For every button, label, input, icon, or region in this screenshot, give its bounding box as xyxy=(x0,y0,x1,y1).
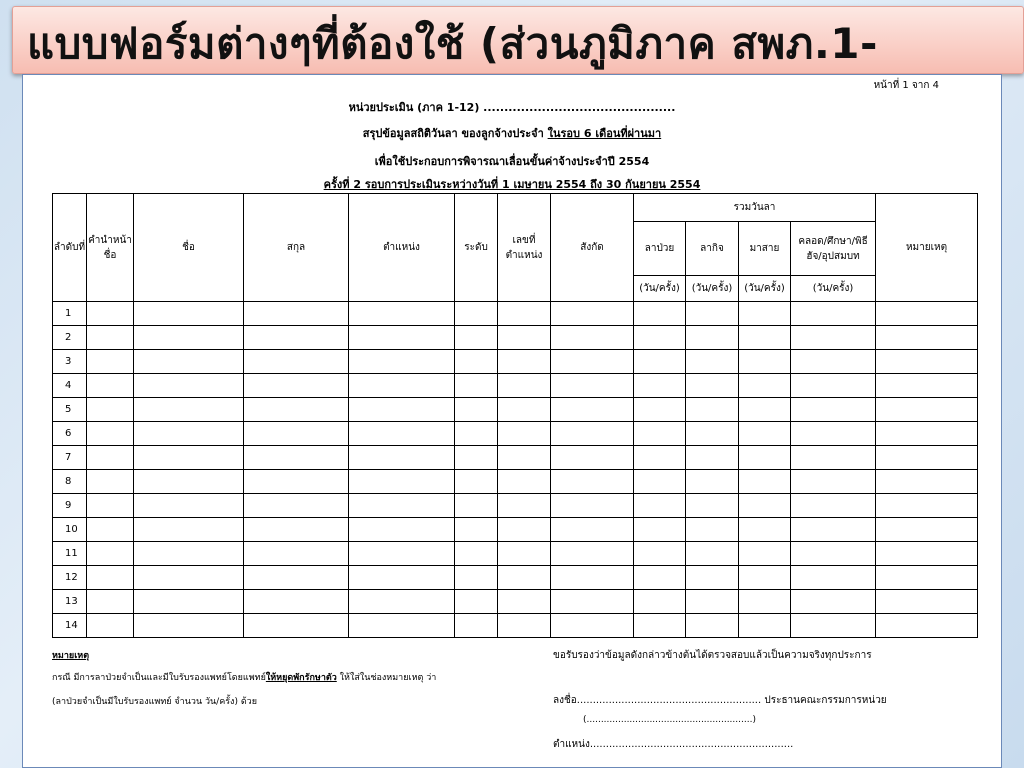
table-cell xyxy=(551,326,634,350)
table-cell xyxy=(634,470,686,494)
table-cell xyxy=(244,302,349,326)
table-cell xyxy=(686,566,739,590)
table-cell xyxy=(686,446,739,470)
table-cell xyxy=(349,470,455,494)
table-cell xyxy=(876,494,978,518)
slide-title-banner xyxy=(12,6,1024,74)
table-cell xyxy=(455,422,498,446)
header-summary-text: สรุปข้อมูลสถิติวันลา ของลูกจ้างประจำ xyxy=(362,127,548,140)
table-cell xyxy=(134,398,244,422)
table-cell xyxy=(498,470,551,494)
table-cell xyxy=(686,494,739,518)
table-cell xyxy=(739,494,791,518)
col-prefix: คำนำหน้าชื่อ xyxy=(87,194,134,302)
table-cell xyxy=(87,446,134,470)
table-cell xyxy=(134,542,244,566)
table-cell xyxy=(876,518,978,542)
table-cell xyxy=(134,566,244,590)
table-cell xyxy=(244,494,349,518)
table-cell xyxy=(634,350,686,374)
signature-position-line: ตำแหน่ง................................................................ xyxy=(553,739,794,750)
table-cell xyxy=(455,590,498,614)
table-cell xyxy=(349,350,455,374)
table-cell xyxy=(349,614,455,638)
table-cell xyxy=(498,566,551,590)
row-number: 14 xyxy=(53,614,87,638)
table-cell xyxy=(791,590,876,614)
table-cell xyxy=(87,350,134,374)
table-cell xyxy=(244,590,349,614)
table-cell xyxy=(634,374,686,398)
table-cell xyxy=(686,422,739,446)
table-cell xyxy=(134,614,244,638)
table-cell xyxy=(791,326,876,350)
table-cell xyxy=(134,374,244,398)
certification-text: ขอรับรองว่าข้อมูลดังกล่าวข้างต้นได้ตรวจสอบแล้วเป็นความจริงทุกประการ xyxy=(553,650,872,661)
table-cell xyxy=(87,614,134,638)
table-cell xyxy=(498,590,551,614)
table-cell xyxy=(244,566,349,590)
table-row xyxy=(53,614,978,638)
remark-line-1-c: ให้ใส่ในช่องหมายเหตุ ว่า xyxy=(336,673,437,683)
table-cell xyxy=(244,542,349,566)
table-cell xyxy=(739,446,791,470)
table-cell xyxy=(244,350,349,374)
table-cell xyxy=(349,302,455,326)
table-cell xyxy=(498,542,551,566)
signature-name-line: (..........................................................) xyxy=(583,715,756,725)
table-cell xyxy=(686,470,739,494)
unit-late: (วัน/ครั้ง) xyxy=(739,276,791,302)
table-cell xyxy=(551,398,634,422)
form-document xyxy=(22,74,1002,768)
row-number: 13 xyxy=(53,590,87,614)
table-cell xyxy=(455,350,498,374)
table-cell xyxy=(87,542,134,566)
col-other-leave: คลอด/ศึกษา/พิธีฮัจ/อุปสมบท xyxy=(791,222,876,276)
table-cell xyxy=(791,302,876,326)
table-cell xyxy=(739,566,791,590)
table-cell xyxy=(498,302,551,326)
table-cell xyxy=(455,398,498,422)
col-seq: ลำดับที่ xyxy=(53,194,87,302)
table-cell xyxy=(498,326,551,350)
table-cell xyxy=(87,566,134,590)
table-cell xyxy=(791,566,876,590)
table-cell xyxy=(244,422,349,446)
table-cell xyxy=(791,350,876,374)
remark-title: หมายเหตุ xyxy=(52,651,90,661)
header-round: ครั้งที่ 2 รอบการประเมินระหว่างวันที่ 1 เมษายน 2554 ถึง 30 กันยายน 2554 xyxy=(323,178,701,191)
table-cell xyxy=(134,326,244,350)
remark-line-1-b: ให้หยุดพักรักษาตัว xyxy=(265,673,337,683)
remark-line-2: (ลาป่วยจำเป็นมีใบรับรองแพทย์ จำนวน วัน/ครั้ง) ด้วย xyxy=(52,697,257,707)
header-evaluation-unit: หน่วยประเมิน (ภาค 1-12) .............................................. xyxy=(348,101,676,114)
table-cell xyxy=(739,326,791,350)
table-cell xyxy=(134,494,244,518)
table-cell xyxy=(739,422,791,446)
table-cell xyxy=(87,302,134,326)
table-cell xyxy=(349,542,455,566)
table-cell xyxy=(551,350,634,374)
table-cell xyxy=(876,374,978,398)
table-cell xyxy=(498,518,551,542)
header-purpose: เพื่อใช้ประกอบการพิจารณาเลื่อนขั้นค่าจ้างประจำปี 2554 xyxy=(374,155,650,168)
col-position: ตำแหน่ง xyxy=(349,194,455,302)
table-cell xyxy=(349,494,455,518)
table-row xyxy=(53,494,978,518)
table-cell xyxy=(686,326,739,350)
table-cell xyxy=(134,590,244,614)
row-number: 6 xyxy=(53,422,87,446)
table-cell xyxy=(634,566,686,590)
table-cell xyxy=(876,614,978,638)
header-summary-period: ในรอบ 6 เดือนที่ผ่านมา xyxy=(547,127,662,140)
table-cell xyxy=(791,446,876,470)
table-cell xyxy=(876,542,978,566)
table-cell xyxy=(551,566,634,590)
table-cell xyxy=(498,494,551,518)
table-cell xyxy=(634,518,686,542)
table-cell xyxy=(551,590,634,614)
table-cell xyxy=(134,470,244,494)
table-cell xyxy=(739,374,791,398)
col-surname: สกุล xyxy=(244,194,349,302)
table-row xyxy=(53,470,978,494)
table-cell xyxy=(134,422,244,446)
table-cell xyxy=(791,374,876,398)
table-cell xyxy=(876,398,978,422)
table-cell xyxy=(876,350,978,374)
row-number: 9 xyxy=(53,494,87,518)
table-cell xyxy=(634,422,686,446)
table-cell xyxy=(455,614,498,638)
table-cell xyxy=(876,446,978,470)
table-cell xyxy=(244,326,349,350)
unit-other: (วัน/ครั้ง) xyxy=(791,276,876,302)
table-cell xyxy=(686,302,739,326)
col-personal-leave: ลากิจ xyxy=(686,222,739,276)
table-cell xyxy=(876,302,978,326)
table-cell xyxy=(686,590,739,614)
table-cell xyxy=(686,614,739,638)
table-row xyxy=(53,542,978,566)
col-remarks: หมายเหตุ xyxy=(876,194,978,302)
table-cell xyxy=(455,494,498,518)
table-cell xyxy=(455,566,498,590)
table-cell xyxy=(244,374,349,398)
table-cell xyxy=(791,518,876,542)
leave-statistics-table xyxy=(52,193,978,638)
table-row xyxy=(53,422,978,446)
table-cell xyxy=(455,446,498,470)
table-cell xyxy=(498,374,551,398)
table-cell xyxy=(739,470,791,494)
table-cell xyxy=(349,422,455,446)
table-cell xyxy=(87,590,134,614)
table-cell xyxy=(87,518,134,542)
row-number: 3 xyxy=(53,350,87,374)
table-cell xyxy=(876,422,978,446)
table-cell xyxy=(739,398,791,422)
table-cell xyxy=(686,398,739,422)
table-cell xyxy=(791,470,876,494)
table-cell xyxy=(498,350,551,374)
row-number: 5 xyxy=(53,398,87,422)
table-row xyxy=(53,302,978,326)
table-row xyxy=(53,350,978,374)
signature-line: ลงชื่อ.......................................................... ประธานคณะกรรมการหน่วย xyxy=(553,695,887,706)
table-cell xyxy=(87,326,134,350)
table-cell xyxy=(87,470,134,494)
table-row xyxy=(53,326,978,350)
table-cell xyxy=(551,374,634,398)
page-number: หน้าที่ 1 จาก 4 xyxy=(873,80,939,91)
table-cell xyxy=(876,566,978,590)
table-cell xyxy=(634,590,686,614)
table-cell xyxy=(455,374,498,398)
table-cell xyxy=(551,422,634,446)
table-cell xyxy=(634,398,686,422)
table-cell xyxy=(498,614,551,638)
table-cell xyxy=(739,518,791,542)
table-cell xyxy=(791,398,876,422)
table-row xyxy=(53,398,978,422)
col-level: ระดับ xyxy=(455,194,498,302)
table-cell xyxy=(791,494,876,518)
table-cell xyxy=(498,446,551,470)
table-cell xyxy=(498,422,551,446)
table-cell xyxy=(739,542,791,566)
table-cell xyxy=(739,590,791,614)
table-cell xyxy=(455,470,498,494)
table-cell xyxy=(349,398,455,422)
table-cell xyxy=(87,398,134,422)
table-cell xyxy=(551,518,634,542)
table-cell xyxy=(134,302,244,326)
table-cell xyxy=(551,446,634,470)
table-cell xyxy=(634,326,686,350)
table-cell xyxy=(349,590,455,614)
table-row xyxy=(53,590,978,614)
table-cell xyxy=(634,542,686,566)
col-sick-leave: ลาป่วย xyxy=(634,222,686,276)
table-cell xyxy=(134,518,244,542)
table-cell xyxy=(686,542,739,566)
table-cell xyxy=(134,446,244,470)
table-cell xyxy=(349,518,455,542)
table-cell xyxy=(551,302,634,326)
table-cell xyxy=(455,518,498,542)
table-cell xyxy=(634,494,686,518)
table-cell xyxy=(791,614,876,638)
table-cell xyxy=(349,374,455,398)
table-cell xyxy=(87,422,134,446)
row-number: 4 xyxy=(53,374,87,398)
table-cell xyxy=(686,350,739,374)
row-number: 2 xyxy=(53,326,87,350)
table-cell xyxy=(244,614,349,638)
table-cell xyxy=(876,590,978,614)
table-row xyxy=(53,518,978,542)
table-cell xyxy=(87,494,134,518)
table-cell xyxy=(455,302,498,326)
table-cell xyxy=(634,302,686,326)
table-row xyxy=(53,446,978,470)
table-row xyxy=(53,566,978,590)
table-cell xyxy=(244,398,349,422)
table-cell xyxy=(739,350,791,374)
table-cell xyxy=(551,494,634,518)
table-cell xyxy=(244,470,349,494)
row-number: 8 xyxy=(53,470,87,494)
remark-line-1 xyxy=(52,670,436,684)
row-number: 7 xyxy=(53,446,87,470)
table-cell xyxy=(349,446,455,470)
table-cell xyxy=(634,614,686,638)
table-cell xyxy=(498,398,551,422)
col-name: ชื่อ xyxy=(134,194,244,302)
table-cell xyxy=(87,374,134,398)
slide-title: แบบฟอร์มต่างๆที่ต้องใช้ (ส่วนภูมิภาค สพภ.1- xyxy=(27,19,878,68)
table-cell xyxy=(876,326,978,350)
table-cell xyxy=(551,542,634,566)
table-cell xyxy=(739,302,791,326)
table-cell xyxy=(686,518,739,542)
table-row xyxy=(53,374,978,398)
row-number: 1 xyxy=(53,302,87,326)
header-summary xyxy=(23,124,1001,142)
col-leave-group: รวมวันลา xyxy=(634,194,876,222)
table-cell xyxy=(244,446,349,470)
table-cell xyxy=(551,614,634,638)
table-cell xyxy=(551,470,634,494)
row-number: 11 xyxy=(53,542,87,566)
col-affiliation: สังกัด xyxy=(551,194,634,302)
col-position-no: เลขที่ตำแหน่ง xyxy=(498,194,551,302)
unit-personal: (วัน/ครั้ง) xyxy=(686,276,739,302)
table-cell xyxy=(455,326,498,350)
table-cell xyxy=(349,566,455,590)
table-cell xyxy=(134,350,244,374)
remark-line-1-a: กรณี มีการลาป่วยจำเป็นและมีใบรับรองแพทย์โดยแพทย์ xyxy=(52,673,266,683)
row-number: 10 xyxy=(53,518,87,542)
row-number: 12 xyxy=(53,566,87,590)
table-cell xyxy=(349,326,455,350)
table-cell xyxy=(739,614,791,638)
table-cell xyxy=(455,542,498,566)
table-cell xyxy=(244,518,349,542)
unit-sick: (วัน/ครั้ง) xyxy=(634,276,686,302)
table-cell xyxy=(686,374,739,398)
table-cell xyxy=(791,542,876,566)
table-cell xyxy=(634,446,686,470)
col-late: มาสาย xyxy=(739,222,791,276)
table-cell xyxy=(791,422,876,446)
table-cell xyxy=(876,470,978,494)
